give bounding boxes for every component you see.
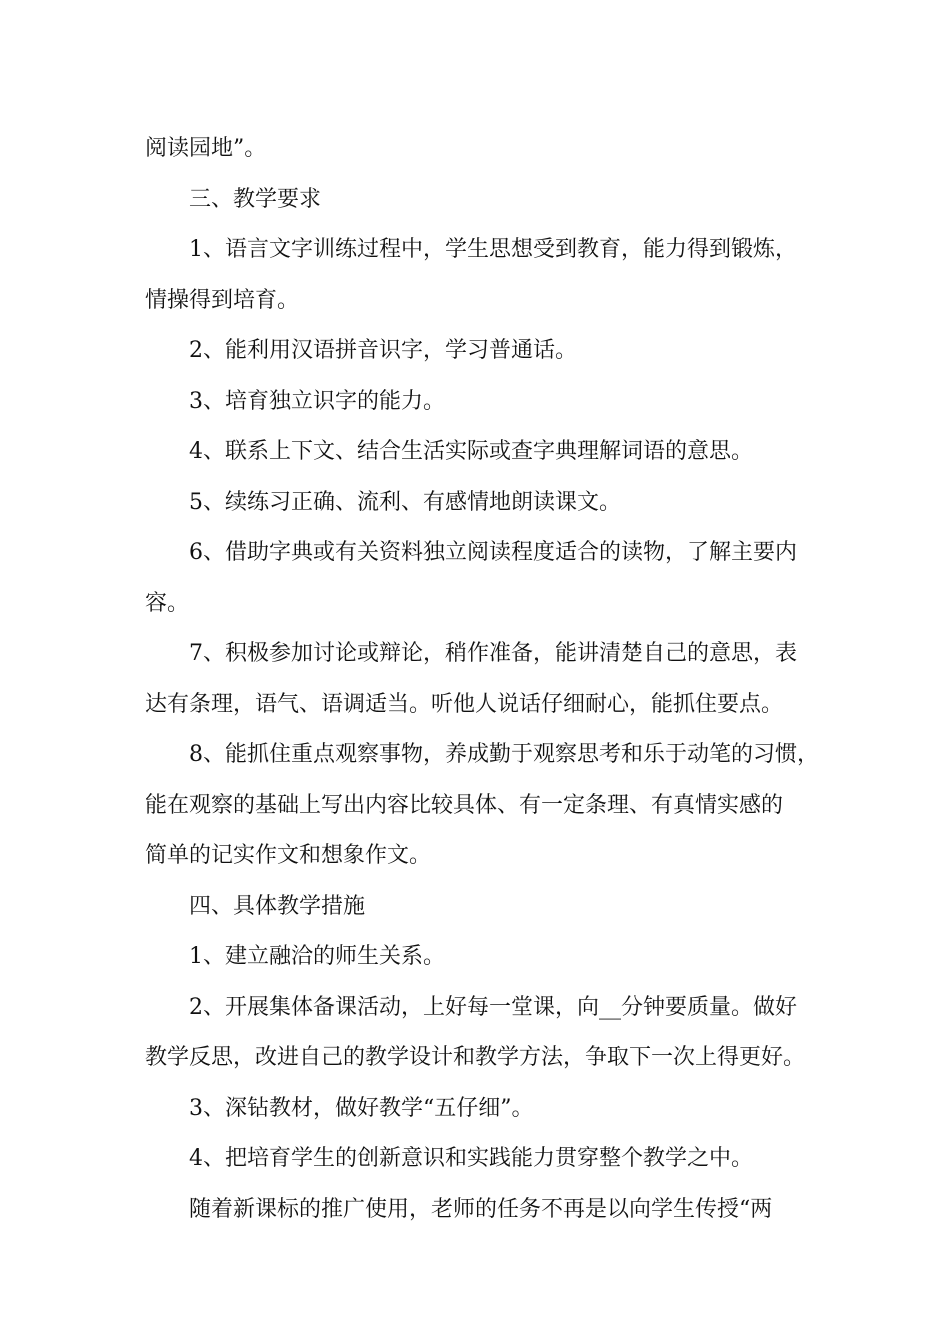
text-line: 教学反思，改进自己的教学设计和教学方法，争取下一次上得更好。 xyxy=(145,1045,806,1070)
text-line: 4、把培育学生的创新意识和实践能力贯穿整个教学之中。 xyxy=(189,1146,753,1171)
text-line: 2、能利用汉语拼音识字，学习普通话。 xyxy=(189,338,577,363)
text-line: 6、借助字典或有关资料独立阅读程度适合的读物，了解主要内 xyxy=(189,540,797,565)
text-line: 7、积极参加讨论或辩论，稍作准备，能讲清楚自己的意思，表 xyxy=(189,641,797,666)
text-line: 能在观察的基础上写出内容比较具体、有一定条理、有真情实感的 xyxy=(145,792,784,818)
text-line: 8、能抓住重点观察事物，养成勤于观察思考和乐于动笔的习惯， xyxy=(189,742,819,767)
text-line: 3、培育独立识字的能力。 xyxy=(189,388,445,414)
text-line: 达有条理，语气、语调适当。听他人说话仔细耐心，能抓住要点。 xyxy=(145,691,784,717)
text-line: 1、语言文字训练过程中，学生思想受到教育，能力得到锻炼， xyxy=(189,237,797,262)
text-line: 简单的记实作文和想象作文。 xyxy=(145,843,432,868)
document-body xyxy=(145,124,819,1235)
text-line: 情操得到培育。 xyxy=(145,287,300,313)
text-line: 阅读园地”。 xyxy=(145,136,267,161)
text-line: 2、开展集体备课活动，上好每一堂课，向__分钟要质量。做好 xyxy=(189,994,797,1020)
text-line: 1、建立融洽的师生关系。 xyxy=(189,944,445,969)
text-line: 5、续练习正确、流利、有感情地朗读课文。 xyxy=(189,489,621,515)
section-heading-measures: 四、具体教学措施 xyxy=(189,893,366,919)
text-line: 3、深钻教材，做好教学“五仔细”。 xyxy=(189,1095,534,1121)
text-line: 容。 xyxy=(145,590,190,616)
section-heading-requirements: 三、教学要求 xyxy=(189,186,322,212)
text-line: 4、联系上下文、结合生活实际或查字典理解词语的意思。 xyxy=(189,439,753,464)
text-line: 随着新课标的推广使用，老师的任务不再是以向学生传授“两 xyxy=(189,1196,773,1222)
